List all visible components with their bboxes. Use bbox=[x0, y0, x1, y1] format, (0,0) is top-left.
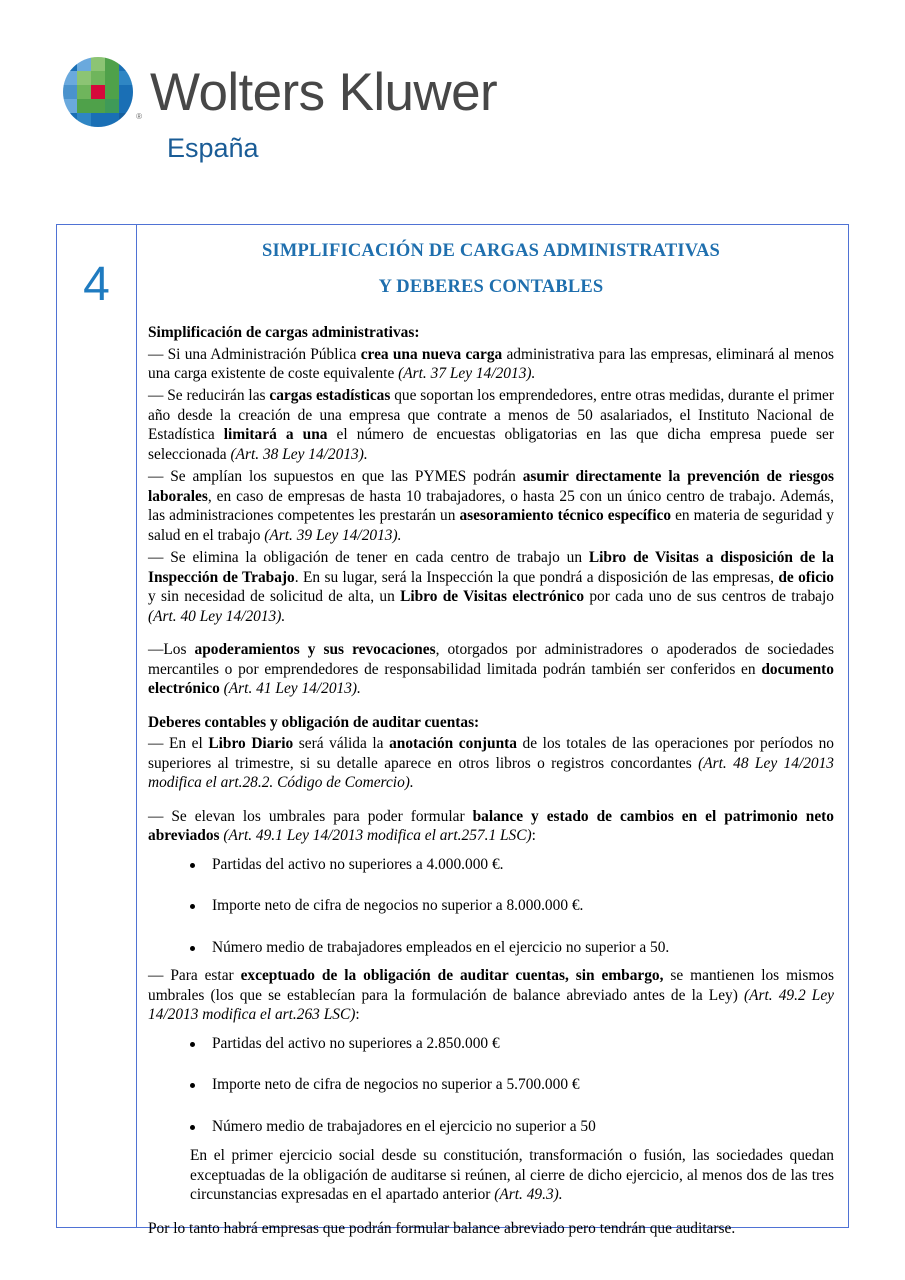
paragraph-art37 bbox=[148, 345, 834, 384]
registered-trademark-icon: ® bbox=[136, 112, 142, 121]
paragraph-art40 bbox=[148, 548, 834, 626]
p4-citation: (Art. 40 Ley 14/2013). bbox=[148, 607, 286, 625]
section-title-line-2: Y DEBERES CONTABLES bbox=[378, 276, 604, 297]
p5-citation: (Art. 41 Ley 14/2013). bbox=[223, 680, 361, 698]
paragraph-conclusion: Por lo tanto habrá empresas que podrán formular balance abreviado pero tendrán que auditarse. bbox=[148, 1220, 736, 1238]
p1-citation: (Art. 37 Ley 14/2013). bbox=[398, 365, 536, 382]
paragraph-art49-1 bbox=[148, 807, 834, 846]
section-number: 4 bbox=[83, 258, 110, 311]
p6-bold-2: anotación conjunta bbox=[389, 735, 517, 753]
p4-bold-2: de oficio bbox=[778, 568, 835, 586]
p4-text-e: por cada uno de sus centros de trabajo bbox=[584, 588, 834, 606]
p1-text-a: — Si una Administración Pública bbox=[148, 345, 361, 363]
p7-citation: (Art. 49.1 Ley 14/2013 modifica el art.257.1 LSC) bbox=[223, 827, 532, 845]
p6-citation: (Art. 48 Ley 14/2013 modifica el art.28.2. Código de Comercio). bbox=[148, 754, 834, 792]
p4-text-c: . En su lugar, será la Inspección la que pondrá a disposición de las empresas, bbox=[294, 568, 779, 586]
p9-citation: (Art. 49.3). bbox=[494, 1185, 563, 1203]
p6-text-a: — En el bbox=[148, 735, 209, 753]
p7-bold-1: balance y estado de cambios en el patrimonio neto abreviados bbox=[148, 807, 835, 845]
p4-bold-1: Libro de Visitas a disposición de la Inspección de Trabajo bbox=[148, 549, 834, 586]
p3-bold-2: asesoramiento técnico específico bbox=[459, 507, 672, 525]
p8-bold-1: exceptuado de la obligación de auditar cuentas, sin embargo, bbox=[240, 967, 664, 985]
p4-text-d: y sin necesidad de solicitud de alta, un bbox=[148, 588, 401, 606]
p4-bold-3: Libro de Visitas electrónico bbox=[400, 588, 585, 606]
p2-bold-2: limitará a una bbox=[223, 426, 328, 444]
p8-text-c: se mantienen los mismos umbrales (los que se establecían para la formulación de balance abreviado antes de la Ley) bbox=[148, 967, 834, 1004]
p2-citation: (Art. 38 Ley 14/2013). bbox=[230, 445, 368, 463]
p1-text-c: administrativa para las empresas, eliminará al menos una carga existente de coste equivalente bbox=[148, 345, 835, 382]
logo-subtitle: España bbox=[167, 133, 259, 163]
section-number-cell bbox=[57, 225, 137, 1227]
paragraph-art39 bbox=[148, 467, 834, 545]
p6-text-c: será válida la bbox=[293, 735, 390, 753]
section-box bbox=[56, 224, 849, 1238]
p5-bold-2: documento electrónico bbox=[148, 660, 834, 698]
subheading-simplificacion: Simplificación de cargas administrativas: bbox=[148, 324, 420, 342]
p2-text-d: el número de encuestas obligatorias en las que dicha empresa puede ser seleccionada bbox=[148, 426, 834, 463]
p5-text-a: —Los bbox=[148, 641, 195, 659]
threshold-list-abreviados bbox=[148, 855, 834, 957]
p9-text-a: En el primer ejercicio social desde su constitución, transformación o fusión, las sociedades quedan exceptuadas de la obligación de auditarse si reúnen, al cierre de dicho ejercicio, al menos dos de las tres circunstancias expresadas en el apartado anterior bbox=[190, 1147, 834, 1203]
p8-text-a: — Para estar bbox=[148, 967, 241, 985]
p3-bold-1: asumir directamente la prevención de riesgos laborales bbox=[148, 468, 835, 505]
p6-bold-1: Libro Diario bbox=[208, 735, 294, 753]
threshold-list-auditoria bbox=[148, 1034, 834, 1136]
p3-text-a: — Se amplían los supuestos en que las PYMES podrán bbox=[148, 468, 523, 486]
paragraph-art38 bbox=[148, 386, 834, 464]
wolters-kluwer-mark-icon bbox=[63, 57, 142, 127]
p1-bold-1: crea una nueva carga bbox=[360, 345, 503, 363]
list-item: Importe neto de cifra de negocios no superior a 5.700.000 € bbox=[148, 1075, 834, 1094]
p2-bold-1: cargas estadísticas bbox=[269, 387, 391, 405]
list-item: Número medio de trabajadores empleados en el ejercicio no superior a 50. bbox=[148, 938, 834, 957]
list-item: Partidas del activo no superiores a 2.850.000 € bbox=[148, 1034, 834, 1053]
p7-text-a: — Se elevan los umbrales para poder formular bbox=[148, 807, 473, 825]
subheading-deberes: Deberes contables y obligación de auditar cuentas: bbox=[148, 713, 480, 731]
section-title-line-1: SIMPLIFICACIÓN DE CARGAS ADMINISTRATIVAS bbox=[261, 241, 721, 261]
p5-text-c: , otorgados por administradores o apoderados de sociedades mercantiles o por emprendedores de responsabilidad limitada podrán también ser conferidos en bbox=[148, 641, 834, 678]
wolters-kluwer-logo bbox=[63, 57, 497, 163]
logo-wordmark: Wolters Kluwer bbox=[150, 62, 497, 122]
paragraph-art41 bbox=[148, 640, 834, 698]
paragraph-art48 bbox=[148, 734, 834, 792]
p8-citation: (Art. 49.2 Ley 14/2013 modifica el art.263 LSC) bbox=[148, 986, 834, 1024]
p6-text-d: de los totales de las operaciones por períodos no superiores al trimestre, si su detalle aparece en otros libros o registros concordantes bbox=[148, 735, 834, 772]
section-title bbox=[148, 234, 834, 305]
p5-bold-1: apoderamientos y sus revocaciones bbox=[194, 641, 436, 659]
p3-text-c: , en caso de empresas de hasta 10 trabajadores, o hasta 25 con un único centro de trabajo. Además, las administraciones competentes les prestarán un bbox=[148, 487, 834, 525]
p8-text-d: : bbox=[355, 1006, 360, 1024]
paragraph-art49-2 bbox=[148, 966, 834, 1024]
p7-text-d: : bbox=[531, 827, 536, 845]
p4-text-a: — Se elimina la obligación de tener en cada centro de trabajo un bbox=[148, 549, 589, 567]
p2-text-a: — Se reducirán las bbox=[148, 387, 270, 405]
p3-citation: (Art. 39 Ley 14/2013). bbox=[264, 526, 402, 544]
p2-text-c: que soportan los emprendedores, entre otras medidas, durante el primer año desde la creación de una empresa que contrate a menos de 50 asalariados, el Instituto Nacional de Estadística bbox=[148, 387, 835, 444]
list-item: Número medio de trabajadores en el ejercicio no superior a 50 bbox=[148, 1117, 834, 1136]
p3-text-d: en materia de seguridad y salud en el trabajo bbox=[148, 507, 834, 544]
logo-row bbox=[63, 57, 497, 127]
logo-disc bbox=[63, 57, 133, 127]
list-item: Partidas del activo no superiores a 4.000.000 €. bbox=[148, 855, 834, 874]
paragraph-art49-3 bbox=[190, 1146, 834, 1204]
list-item: Importe neto de cifra de negocios no superior a 8.000.000 €. bbox=[148, 896, 834, 915]
section-body bbox=[137, 225, 848, 1238]
